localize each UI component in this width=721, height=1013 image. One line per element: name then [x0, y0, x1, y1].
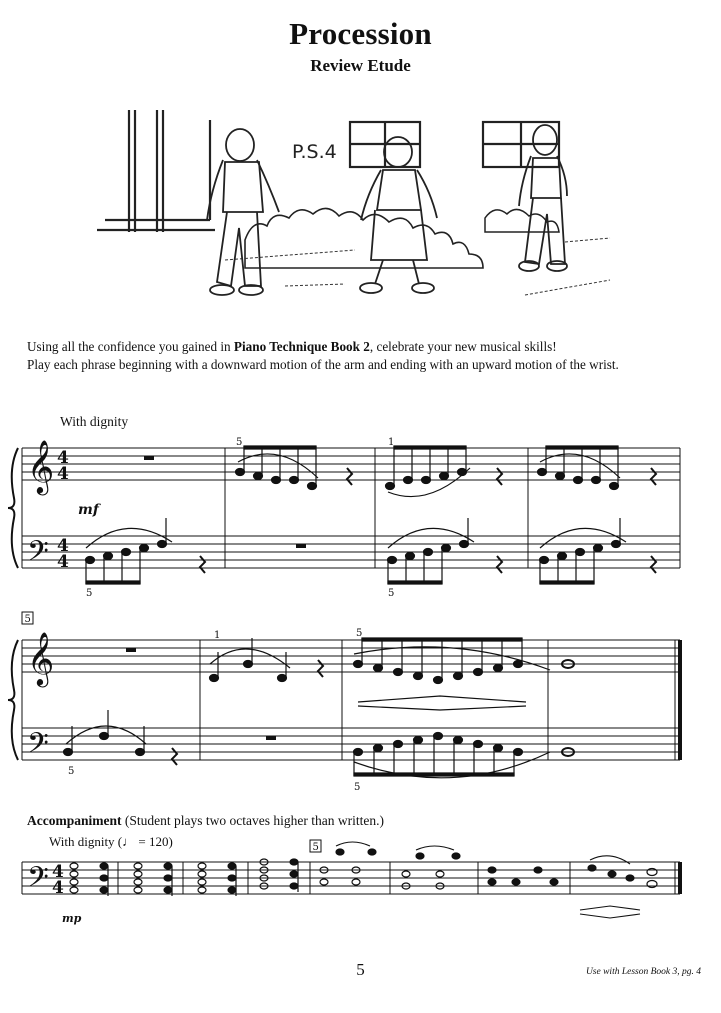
measure-number: 5: [24, 614, 31, 625]
fingering-5: 5: [354, 782, 361, 793]
footer-note: Use with Lesson Book 3, pg. 4: [585, 967, 701, 977]
quarter-note-icon: ♩: [122, 834, 136, 849]
svg-text:4: 4: [52, 878, 64, 898]
dynamic-mf: mf: [78, 502, 99, 518]
svg-text:𝄞: 𝄞: [27, 439, 55, 493]
svg-text:𝄢: 𝄢: [27, 727, 49, 767]
svg-text:4: 4: [57, 536, 69, 556]
svg-text:4: 4: [57, 552, 69, 572]
fingering-5: 5: [388, 588, 395, 599]
accompaniment-tempo: With dignity (♩ = 120): [49, 834, 173, 849]
svg-text:𝄢: 𝄢: [27, 861, 49, 901]
dynamic-mp: mp: [62, 912, 82, 925]
page-title: Procession: [289, 16, 432, 51]
fingering-5: 5: [236, 437, 243, 448]
accompaniment-heading: Accompaniment (Student plays two octaves higher than written.): [27, 813, 384, 828]
svg-text:𝄢: 𝄢: [27, 535, 49, 575]
svg-text:4: 4: [57, 448, 69, 468]
page-subtitle: Review Etude: [310, 56, 411, 75]
fingering-1: 1: [388, 437, 395, 448]
fingering-5: 5: [356, 628, 363, 639]
fingering-5: 5: [68, 766, 75, 777]
school-sign: P.S.4: [292, 141, 337, 163]
acc-measure-number: 5: [312, 842, 319, 853]
fingering-5: 5: [86, 588, 93, 599]
tempo-marking: With dignity: [60, 414, 129, 429]
page-number: 5: [356, 960, 365, 979]
svg-text:𝄞: 𝄞: [27, 631, 55, 685]
fingering-1: 1: [214, 630, 221, 641]
svg-text:4: 4: [52, 862, 64, 882]
instructions-text: Using all the confidence you gained in Piano Technique Book 2, celebrate your new musical skills! Play each phrase beginning with a downward motion of the arm and ending with an upward motion of the wrist.: [27, 339, 619, 372]
svg-text:4: 4: [57, 464, 69, 484]
